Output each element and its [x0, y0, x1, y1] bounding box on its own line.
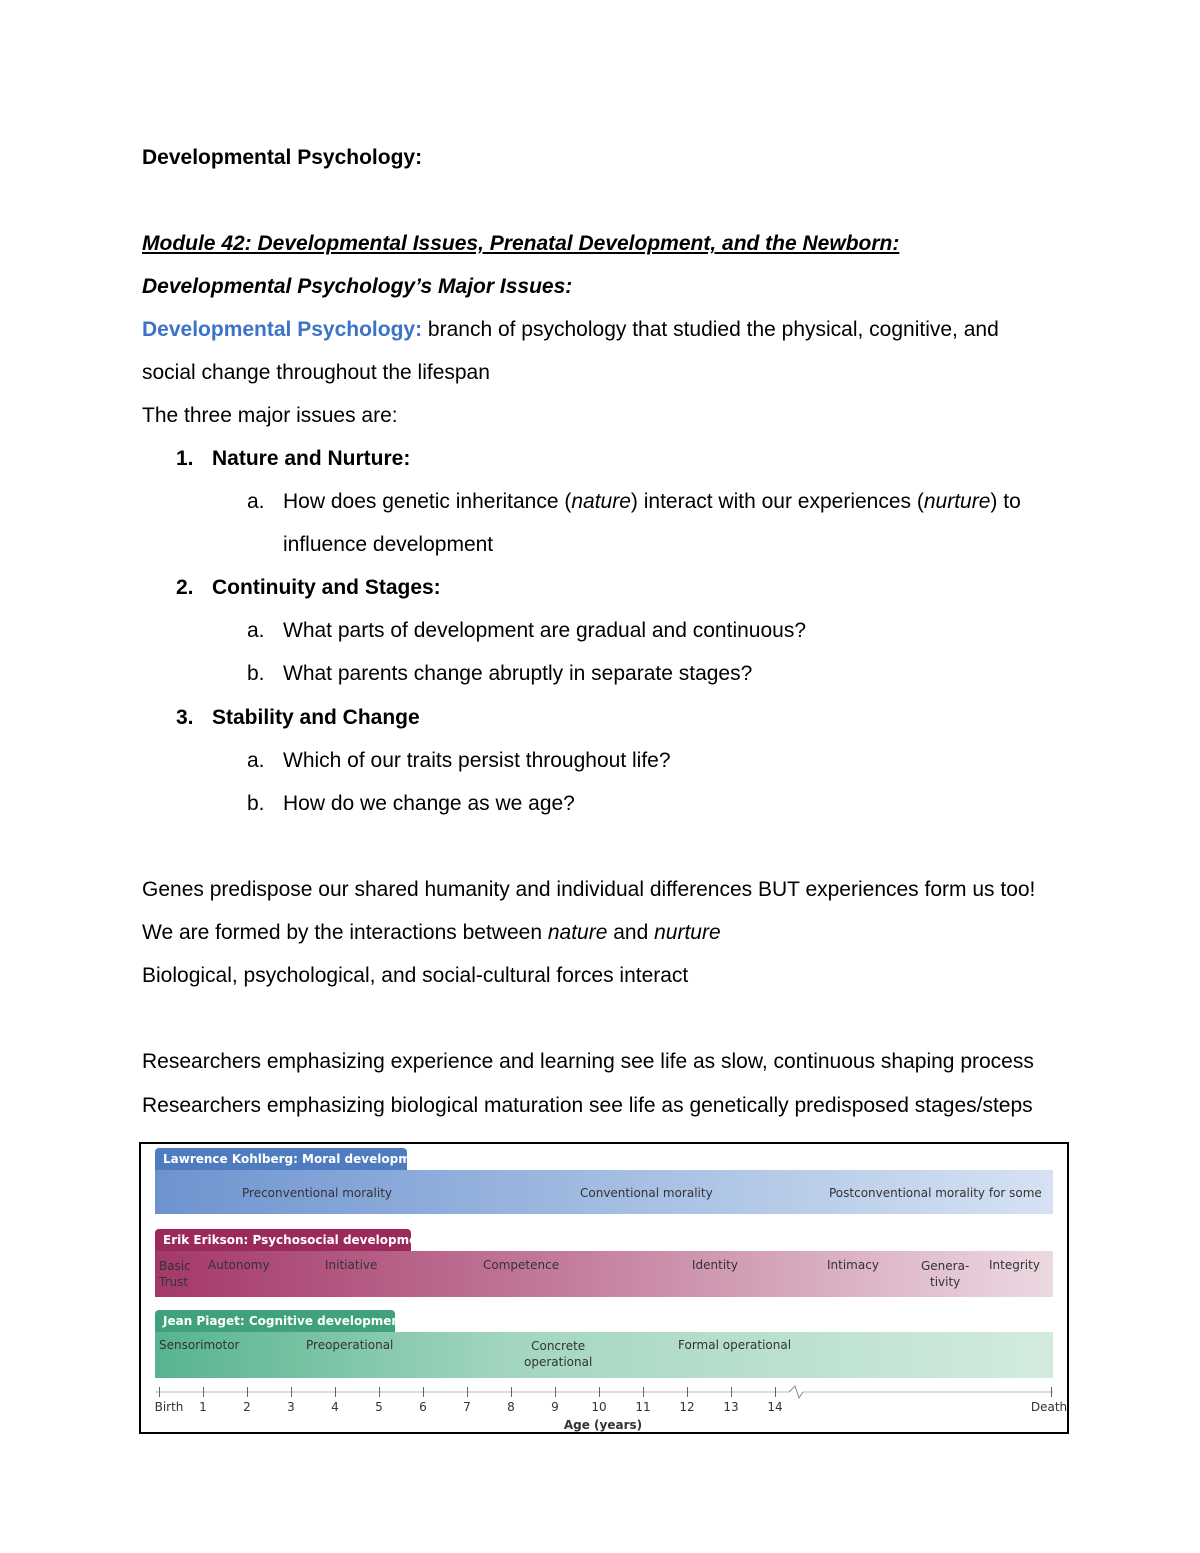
research-line-1: Researchers emphasizing experience and learning see life as slow, continuous shaping process — [142, 1050, 1034, 1073]
issue-number-3: 3. — [176, 706, 194, 729]
piaget-band — [155, 1332, 1053, 1378]
axis-tick — [335, 1387, 336, 1397]
axis-tick — [379, 1387, 380, 1397]
nurture-term: nurture — [923, 490, 991, 513]
nature-term: nature — [547, 921, 608, 944]
axis-tick-death — [1051, 1387, 1052, 1397]
erikson-stage-initiative: Initiative — [325, 1258, 378, 1272]
axis-tick-label: 2 — [243, 1400, 251, 1414]
erikson-stage-basic-trust — [159, 1258, 191, 1290]
kohlberg-stage-conventional: Conventional morality — [580, 1186, 713, 1200]
axis-tick-label: 14 — [767, 1400, 783, 1414]
axis-tick-label: 9 — [551, 1400, 559, 1414]
forces-line: Biological, psychological, and social-cultural forces interact — [142, 964, 689, 987]
axis-tick — [687, 1387, 688, 1397]
issue-1-letter-a: a. — [247, 490, 265, 513]
erikson-title-tab: Erik Erikson: Psychosocial development — [155, 1229, 411, 1251]
text-segment: How does genetic inheritance ( — [283, 490, 572, 513]
erikson-stage-generativity — [921, 1258, 969, 1290]
piaget-stage-line: operational — [524, 1355, 593, 1369]
text-segment: ) to — [990, 490, 1021, 513]
axis-tick — [731, 1387, 732, 1397]
issue-1-sub-a-continuation: influence development — [283, 533, 494, 556]
erikson-stage-identity: Identity — [692, 1258, 738, 1272]
piaget-title-tab: Jean Piaget: Cognitive development — [155, 1310, 395, 1332]
definition-continuation: social change throughout the lifespan — [142, 361, 490, 384]
axis-tick-label: 10 — [591, 1400, 607, 1414]
issue-title-2: Continuity and Stages: — [212, 576, 441, 599]
axis-tick-label: 3 — [287, 1400, 295, 1414]
kohlberg-title-tab: Lawrence Kohlberg: Moral development — [155, 1148, 407, 1170]
axis-tick — [291, 1387, 292, 1397]
axis-tick-label: Birth — [154, 1400, 184, 1414]
section-heading: Developmental Psychology’s Major Issues: — [142, 275, 573, 298]
piaget-stage-formal-operational: Formal operational — [678, 1338, 792, 1352]
issues-intro: The three major issues are: — [142, 404, 398, 427]
issue-number-2: 2. — [176, 576, 194, 599]
axis-tick — [203, 1387, 204, 1397]
issue-3-letter-b: b. — [247, 792, 265, 815]
axis-tick — [423, 1387, 424, 1397]
nature-term: nature — [571, 490, 631, 513]
document-title: Developmental Psychology: — [142, 146, 423, 169]
piaget-stage-preoperational: Preoperational — [306, 1338, 394, 1352]
issue-2-letter-a: a. — [247, 619, 265, 642]
erikson-stage-line: Basic — [159, 1259, 191, 1273]
kohlberg-stage-postconventional: Postconventional morality for some — [829, 1186, 1042, 1200]
erikson-band — [155, 1251, 1053, 1297]
erikson-stage-autonomy: Autonomy — [208, 1258, 270, 1272]
issue-2-sub-a: What parts of development are gradual and continuous? — [283, 619, 807, 642]
axis-tick-label: 5 — [375, 1400, 383, 1414]
issue-2-letter-b: b. — [247, 662, 265, 685]
axis-tick-label: 12 — [679, 1400, 695, 1414]
erikson-stage-intimacy: Intimacy — [827, 1258, 879, 1272]
issue-title-3: Stability and Change — [212, 706, 420, 729]
axis-tick-label: 11 — [635, 1400, 651, 1414]
axis-tick — [247, 1387, 248, 1397]
issue-number-1: 1. — [176, 447, 194, 470]
axis-tick-label: 7 — [463, 1400, 471, 1414]
axis-label-death: Death — [1030, 1400, 1068, 1414]
axis-tick — [159, 1387, 160, 1397]
age-axis-title: Age (years) — [563, 1418, 643, 1432]
axis-tick — [555, 1387, 556, 1397]
development-timeline-figure — [139, 1142, 1069, 1434]
axis-tick — [599, 1387, 600, 1397]
definition-text: branch of psychology that studied the physical, cognitive, and — [422, 318, 999, 341]
axis-tick-label: 4 — [331, 1400, 339, 1414]
issue-3-letter-a: a. — [247, 749, 265, 772]
nurture-term: nurture — [654, 921, 721, 944]
erikson-stage-line: tivity — [930, 1275, 961, 1289]
erikson-stage-line: Genera- — [921, 1259, 970, 1273]
module-heading: Module 42: Developmental Issues, Prenatal Development, and the Newborn: — [142, 232, 900, 255]
erikson-stage-line: Trust — [159, 1275, 189, 1289]
piaget-stage-sensorimotor: Sensorimotor — [159, 1338, 240, 1352]
issue-title-1: Nature and Nurture: — [212, 447, 411, 470]
axis-tick — [511, 1387, 512, 1397]
issue-1-sub-a — [283, 490, 1021, 514]
axis-tick — [467, 1387, 468, 1397]
axis-tick-label: 1 — [199, 1400, 207, 1414]
axis-tick-label: 13 — [723, 1400, 739, 1414]
axis-tick — [643, 1387, 644, 1397]
piaget-stage-concrete-operational — [524, 1338, 592, 1370]
axis-tick-label: 6 — [419, 1400, 427, 1414]
text-segment: and — [607, 921, 655, 944]
erikson-stage-competence: Competence — [483, 1258, 560, 1272]
definition-term: Developmental Psychology: — [142, 318, 423, 341]
kohlberg-stage-preconventional: Preconventional morality — [242, 1186, 392, 1200]
genes-line: Genes predispose our shared humanity and individual differences BUT experiences form us too! — [142, 878, 1036, 901]
formed-line — [142, 921, 721, 945]
erikson-stage-integrity: Integrity — [989, 1258, 1040, 1272]
definition-line — [142, 318, 999, 342]
axis-tick — [775, 1387, 776, 1397]
text-segment: ) interact with our experiences ( — [630, 490, 924, 513]
text-segment: We are formed by the interactions between — [142, 921, 548, 944]
research-line-2: Researchers emphasizing biological maturation see life as genetically predisposed stages/steps — [142, 1094, 1033, 1117]
piaget-stage-line: Concrete — [531, 1339, 586, 1353]
issue-3-sub-b: How do we change as we age? — [283, 792, 575, 815]
issue-3-sub-a: Which of our traits persist throughout life? — [283, 749, 671, 772]
issue-2-sub-b: What parents change abruptly in separate stages? — [283, 662, 753, 685]
axis-tick-label: 8 — [507, 1400, 515, 1414]
